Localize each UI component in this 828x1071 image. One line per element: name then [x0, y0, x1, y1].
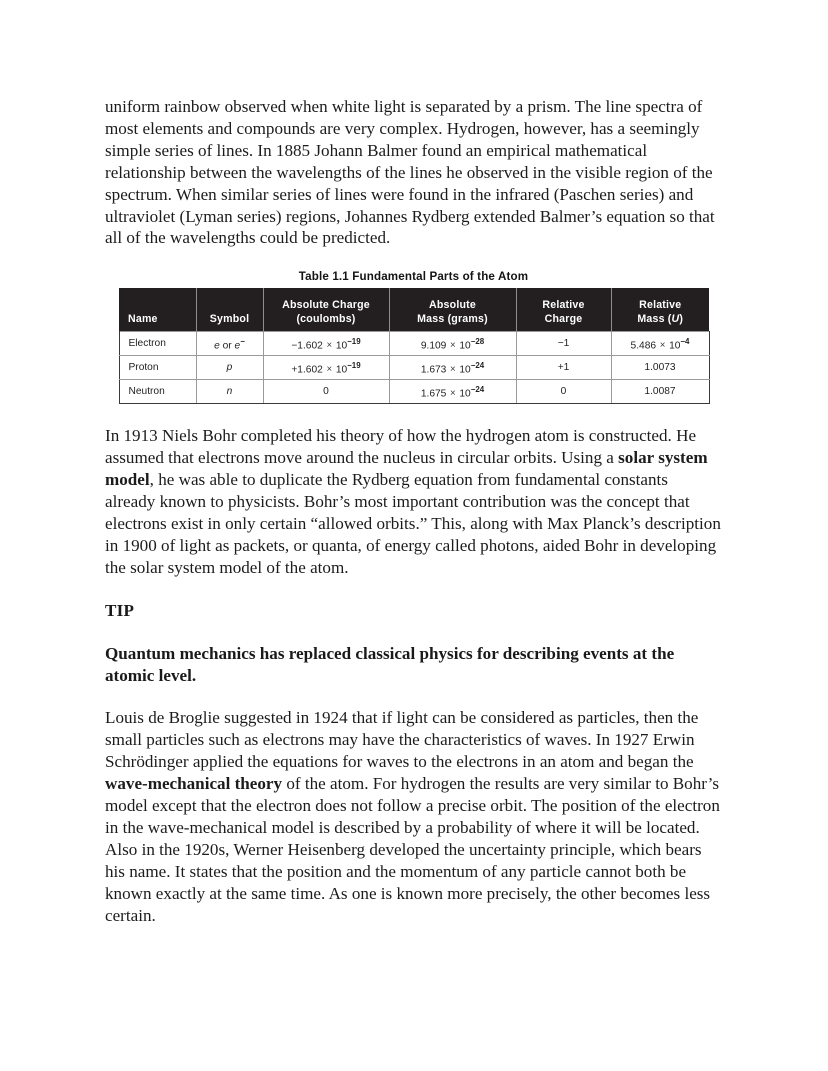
table-caption: Table 1.1 Fundamental Parts of the Atom: [298, 270, 529, 284]
symbol-primary: e: [214, 340, 220, 352]
column-header-symbol: [196, 288, 263, 332]
column-header-relative-charge: [516, 288, 611, 332]
column-header-absolute-charge: [263, 288, 389, 332]
table-header-row: [119, 288, 709, 332]
cell-name: Electron: [119, 332, 196, 356]
relative-mass-mantissa: 1.0087: [644, 386, 676, 398]
multiplication-sign-icon: ×: [323, 364, 335, 376]
absolute-mass-base: 10: [459, 388, 471, 400]
fundamental-parts-table: [119, 288, 710, 404]
cell-absolute-charge: [263, 380, 389, 404]
absolute-charge-base: 10: [335, 340, 348, 352]
cell-relative-mass: [611, 380, 709, 404]
relative-mass-exponent: −4: [680, 336, 690, 346]
absolute-charge-exponent: −19: [347, 360, 361, 370]
tip-heading: TIP: [105, 600, 135, 620]
paragraph-bohr-part2: , he was able to duplicate the Rydberg equation from fundamental constants already known to physicists. Bohr’s most important contribution was the concept that electrons exist in only certain “allowed orbits.” This, along with Max Planck’s description in 1900 of light as packets, or quanta, of energy called photons, aided Bohr in developing the solar system model of the atom.: [105, 470, 721, 577]
column-header-name-line2: Name: [128, 312, 158, 325]
spacer: [105, 686, 722, 707]
table-row: [119, 380, 709, 404]
term-wave-mechanical-theory: wave-mechanical theory: [105, 774, 283, 794]
absolute-mass-mantissa: 1.675: [420, 388, 447, 400]
absolute-mass-mantissa: 1.673: [420, 364, 447, 376]
paragraph-debroglie-part2: of the atom. For hydrogen the results are very similar to Bohr’s model except that the electron does not follow a precise orbit. The position of the electron in the wave-mechanical model is described by a probability of where it will be located. Also in the 1920s, Werner Heisenberg developed the uncertainty principle, which bears his name. It states that the position and the momentum of any particle cannot both be known exactly at the same time. As one is known more precisely, the other becomes less certain.: [105, 774, 720, 925]
cell-absolute-charge: [263, 356, 389, 380]
absolute-mass-exponent: −24: [470, 360, 485, 370]
absolute-charge-mantissa: 0: [323, 386, 329, 398]
column-header-absolute-mass: [389, 288, 516, 332]
cell-symbol: [196, 380, 263, 404]
multiplication-sign-icon: ×: [447, 364, 459, 376]
relative-mass-base: 10: [669, 340, 681, 352]
term-solar-system-model: solar system model: [105, 448, 708, 490]
spacer: [105, 404, 722, 425]
paragraph-debroglie-part1: Louis de Broglie suggested in 1924 that if light can be considered as particles, then the small particles such as electrons may have the characteristics of waves. In 1927 Erwin Schrödinger applied the equations for waves to the electrons in an atom and began the: [105, 708, 699, 772]
cell-relative-charge: 0: [516, 380, 611, 404]
column-header-relative-mass-line1: Relative: [639, 299, 682, 312]
table-figure: [119, 270, 709, 404]
absolute-charge-mantissa: +1.602: [291, 364, 323, 376]
column-header-symbol-line2: Symbol: [209, 312, 250, 325]
column-header-absolute-mass-line1: Absolute: [429, 299, 476, 312]
relative-mass-mantissa: 5.486: [630, 340, 657, 352]
multiplication-sign-icon: ×: [447, 388, 459, 400]
symbol-secondary-charge: −: [240, 336, 245, 346]
cell-absolute-mass: [389, 380, 516, 404]
column-header-absolute-charge-line1: Absolute Charge: [282, 299, 370, 312]
absolute-charge-mantissa: −1.602: [291, 340, 323, 352]
absolute-charge-base: 10: [335, 364, 348, 376]
column-header-name: [119, 288, 196, 332]
absolute-mass-mantissa: 9.109: [420, 340, 447, 352]
paragraph-bohr: [105, 425, 722, 578]
multiplication-sign-icon: ×: [323, 340, 335, 352]
absolute-mass-exponent: −24: [470, 384, 485, 394]
relative-mass-unit-symbol: U: [671, 312, 680, 325]
cell-relative-mass: [611, 356, 709, 380]
paragraph-intro: uniform rainbow observed when white light is separated by a prism. The line spectra of most elements and compounds are very complex. Hydrogen, however, has a seemingly simple series of lines. In 1885 Johann Balmer found an empirical mathematical relationship between the wavelengths of the lines he observed in the visible region of the spectrum. When similar series of lines were found in the infrared (Paschen series) and ultraviolet (Lyman series) regions, Johannes Rydberg extended Balmer’s equation so that all of the wavelengths could be predicted.: [105, 97, 715, 248]
cell-absolute-charge: [263, 332, 389, 356]
column-header-relative-charge-line2: Charge: [544, 312, 583, 325]
absolute-mass-base: 10: [459, 364, 471, 376]
paragraph-bohr-part1: In 1913 Niels Bohr completed his theory of how the hydrogen atom is constructed. He assumed that electrons move around the nucleus in circular orbits. Using a: [105, 426, 697, 468]
absolute-mass-base: 10: [459, 340, 471, 352]
cell-relative-charge: +1: [516, 356, 611, 380]
cell-relative-mass: [611, 332, 709, 356]
table-row: [119, 356, 709, 380]
column-header-absolute-mass-line2: Mass (grams): [417, 312, 488, 325]
symbol-primary: p: [226, 362, 233, 374]
cell-name: Neutron: [119, 380, 196, 404]
cell-relative-charge: −1: [516, 332, 611, 356]
cell-name: Proton: [119, 356, 196, 380]
paragraph-debroglie: [105, 707, 722, 926]
absolute-mass-exponent: −28: [470, 336, 485, 346]
column-header-relative-charge-line1: Relative: [542, 299, 585, 312]
spacer: [105, 622, 722, 643]
cell-symbol: e or e−: [196, 332, 263, 356]
absolute-charge-exponent: −19: [347, 336, 361, 346]
multiplication-sign-icon: ×: [657, 340, 669, 352]
column-header-relative-mass-line2: Mass (U): [637, 312, 684, 325]
table-row: [119, 332, 709, 356]
page-content: [105, 96, 722, 926]
column-header-relative-mass: [611, 288, 709, 332]
tip-statement: Quantum mechanics has replaced classical physics for describing events at the atomic level.: [105, 643, 675, 685]
symbol-secondary: e: [234, 340, 241, 352]
spacer: [105, 579, 722, 600]
cell-absolute-mass: [389, 356, 516, 380]
cell-absolute-mass: [389, 332, 516, 356]
symbol-primary: n: [226, 386, 233, 398]
spacer: [105, 249, 722, 270]
relative-mass-mantissa: 1.0073: [644, 362, 676, 374]
multiplication-sign-icon: ×: [447, 340, 459, 352]
table-body: [119, 332, 709, 404]
cell-symbol: [196, 356, 263, 380]
column-header-absolute-charge-line2: (coulombs): [296, 312, 356, 325]
